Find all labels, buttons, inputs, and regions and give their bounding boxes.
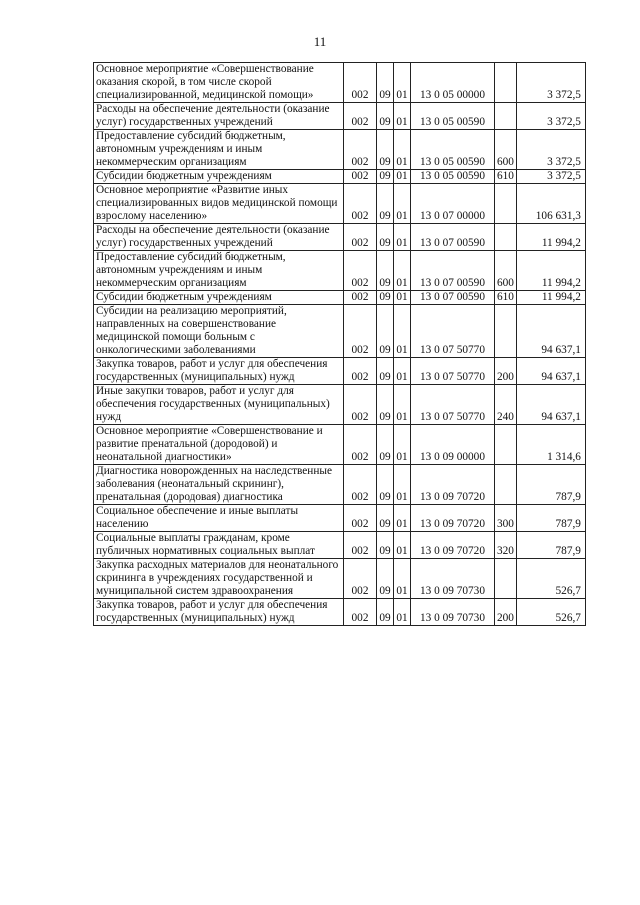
expense-type-code: 300 — [495, 505, 517, 532]
subsection-code: 01 — [394, 291, 411, 305]
subsection-code: 01 — [394, 358, 411, 385]
item-name: Социальные выплаты гражданам, кроме публичных нормативных социальных выплат — [94, 532, 344, 559]
target-article-code: 13 0 07 50770 — [411, 385, 495, 425]
target-article-code: 13 0 07 00590 — [411, 251, 495, 291]
expense-type-code — [495, 224, 517, 251]
target-article-code: 13 0 09 70720 — [411, 505, 495, 532]
target-article-code: 13 0 05 00590 — [411, 130, 495, 170]
chapter-code: 002 — [344, 358, 377, 385]
section-code: 09 — [377, 425, 394, 465]
expense-type-code — [495, 103, 517, 130]
target-article-code: 13 0 09 70720 — [411, 532, 495, 559]
target-article-code: 13 0 07 00590 — [411, 291, 495, 305]
table-row — [94, 63, 586, 103]
subsection-code: 01 — [394, 224, 411, 251]
section-code: 09 — [377, 385, 394, 425]
section-code: 09 — [377, 63, 394, 103]
section-code: 09 — [377, 170, 394, 184]
chapter-code: 002 — [344, 130, 377, 170]
table-row — [94, 305, 586, 358]
target-article-code: 13 0 09 70730 — [411, 559, 495, 599]
subsection-code: 01 — [394, 425, 411, 465]
subsection-code: 01 — [394, 465, 411, 505]
item-name: Предоставление субсидий бюджетным, автономным учреждениям и иным некоммерческим организациям — [94, 251, 344, 291]
expense-type-code — [495, 559, 517, 599]
chapter-code: 002 — [344, 184, 377, 224]
expense-type-code: 240 — [495, 385, 517, 425]
target-article-code: 13 0 07 50770 — [411, 305, 495, 358]
table-row — [94, 425, 586, 465]
section-code: 09 — [377, 532, 394, 559]
expense-type-code: 610 — [495, 170, 517, 184]
chapter-code: 002 — [344, 505, 377, 532]
page-number: 11 — [313, 34, 327, 49]
section-code: 09 — [377, 184, 394, 224]
subsection-code: 01 — [394, 184, 411, 224]
chapter-code: 002 — [344, 291, 377, 305]
expense-type-code — [495, 63, 517, 103]
chapter-code: 002 — [344, 599, 377, 626]
chapter-code: 002 — [344, 170, 377, 184]
table-row — [94, 103, 586, 130]
chapter-code: 002 — [344, 425, 377, 465]
table-row — [94, 385, 586, 425]
chapter-code: 002 — [344, 559, 377, 599]
item-name: Предоставление субсидий бюджетным, автономным учреждениям и иным некоммерческим организациям — [94, 130, 344, 170]
section-code: 09 — [377, 599, 394, 626]
subsection-code: 01 — [394, 63, 411, 103]
item-name: Иные закупки товаров, работ и услуг для обеспечения государственных (муниципальных) нужд — [94, 385, 344, 425]
chapter-code: 002 — [344, 385, 377, 425]
subsection-code: 01 — [394, 505, 411, 532]
budget-table — [93, 62, 586, 626]
amount: 11 994,2 — [516, 291, 585, 305]
item-name: Основное мероприятие «Развитие иных специализированных видов медицинской помощи взрослому населению» — [94, 184, 344, 224]
amount: 787,9 — [516, 505, 585, 532]
item-name: Расходы на обеспечение деятельности (оказание услуг) государственных учреждений — [94, 224, 344, 251]
section-code: 09 — [377, 224, 394, 251]
subsection-code: 01 — [394, 599, 411, 626]
amount: 11 994,2 — [516, 251, 585, 291]
subsection-code: 01 — [394, 130, 411, 170]
expense-type-code: 200 — [495, 599, 517, 626]
item-name: Социальное обеспечение и иные выплаты населению — [94, 505, 344, 532]
item-name: Расходы на обеспечение деятельности (оказание услуг) государственных учреждений — [94, 103, 344, 130]
target-article-code: 13 0 05 00590 — [411, 103, 495, 130]
amount: 3 372,5 — [516, 170, 585, 184]
table-row — [94, 251, 586, 291]
target-article-code: 13 0 07 00000 — [411, 184, 495, 224]
table-row — [94, 599, 586, 626]
item-name: Основное мероприятие «Совершенствование и развитие пренатальной (дородовой) и неонатальной диагностики» — [94, 425, 344, 465]
amount: 787,9 — [516, 465, 585, 505]
section-code: 09 — [377, 130, 394, 170]
amount: 3 372,5 — [516, 103, 585, 130]
item-name: Диагностика новорожденных на наследственные заболевания (неонатальный скрининг), пренатальная (дородовая) диагностика — [94, 465, 344, 505]
section-code: 09 — [377, 465, 394, 505]
item-name: Субсидии бюджетным учреждениям — [94, 170, 344, 184]
subsection-code: 01 — [394, 251, 411, 291]
section-code: 09 — [377, 305, 394, 358]
expense-type-code: 600 — [495, 251, 517, 291]
amount: 3 372,5 — [516, 130, 585, 170]
chapter-code: 002 — [344, 224, 377, 251]
chapter-code: 002 — [344, 532, 377, 559]
table-row — [94, 130, 586, 170]
chapter-code: 002 — [344, 305, 377, 358]
table-row — [94, 532, 586, 559]
expense-type-code: 320 — [495, 532, 517, 559]
subsection-code: 01 — [394, 305, 411, 358]
amount: 787,9 — [516, 532, 585, 559]
expense-type-code: 200 — [495, 358, 517, 385]
target-article-code: 13 0 09 70720 — [411, 465, 495, 505]
subsection-code: 01 — [394, 103, 411, 130]
chapter-code: 002 — [344, 465, 377, 505]
item-name: Закупка товаров, работ и услуг для обеспечения государственных (муниципальных) нужд — [94, 599, 344, 626]
expense-type-code — [495, 305, 517, 358]
table-row — [94, 505, 586, 532]
section-code: 09 — [377, 559, 394, 599]
chapter-code: 002 — [344, 103, 377, 130]
amount: 94 637,1 — [516, 385, 585, 425]
subsection-code: 01 — [394, 170, 411, 184]
section-code: 09 — [377, 291, 394, 305]
table-row — [94, 184, 586, 224]
subsection-code: 01 — [394, 532, 411, 559]
chapter-code: 002 — [344, 251, 377, 291]
amount: 526,7 — [516, 599, 585, 626]
table-row — [94, 170, 586, 184]
subsection-code: 01 — [394, 559, 411, 599]
section-code: 09 — [377, 505, 394, 532]
target-article-code: 13 0 05 00590 — [411, 170, 495, 184]
item-name: Закупка товаров, работ и услуг для обеспечения государственных (муниципальных) нужд — [94, 358, 344, 385]
target-article-code: 13 0 09 70730 — [411, 599, 495, 626]
expense-type-code — [495, 184, 517, 224]
section-code: 09 — [377, 358, 394, 385]
item-name: Закупка расходных материалов для неонатального скрининга в учреждениях государственной и муниципальной систем здравоохранения — [94, 559, 344, 599]
amount: 94 637,1 — [516, 305, 585, 358]
expense-type-code: 610 — [495, 291, 517, 305]
amount: 106 631,3 — [516, 184, 585, 224]
amount: 3 372,5 — [516, 63, 585, 103]
expense-type-code — [495, 465, 517, 505]
target-article-code: 13 0 07 00590 — [411, 224, 495, 251]
table-row — [94, 559, 586, 599]
amount: 94 637,1 — [516, 358, 585, 385]
subsection-code: 01 — [394, 385, 411, 425]
item-name: Субсидии на реализацию мероприятий, направленных на совершенствование медицинской помощи больным с онкологическими заболеваниями — [94, 305, 344, 358]
budget-table-body — [94, 63, 586, 626]
expense-type-code: 600 — [495, 130, 517, 170]
item-name: Основное мероприятие «Совершенствование оказания скорой, в том числе скорой специализированной, медицинской помощи» — [94, 63, 344, 103]
table-row — [94, 291, 586, 305]
table-row — [94, 358, 586, 385]
item-name: Субсидии бюджетным учреждениям — [94, 291, 344, 305]
target-article-code: 13 0 05 00000 — [411, 63, 495, 103]
amount: 1 314,6 — [516, 425, 585, 465]
table-row — [94, 224, 586, 251]
section-code: 09 — [377, 103, 394, 130]
amount: 526,7 — [516, 559, 585, 599]
target-article-code: 13 0 07 50770 — [411, 358, 495, 385]
table-row — [94, 465, 586, 505]
section-code: 09 — [377, 251, 394, 291]
expense-type-code — [495, 425, 517, 465]
chapter-code: 002 — [344, 63, 377, 103]
amount: 11 994,2 — [516, 224, 585, 251]
target-article-code: 13 0 09 00000 — [411, 425, 495, 465]
